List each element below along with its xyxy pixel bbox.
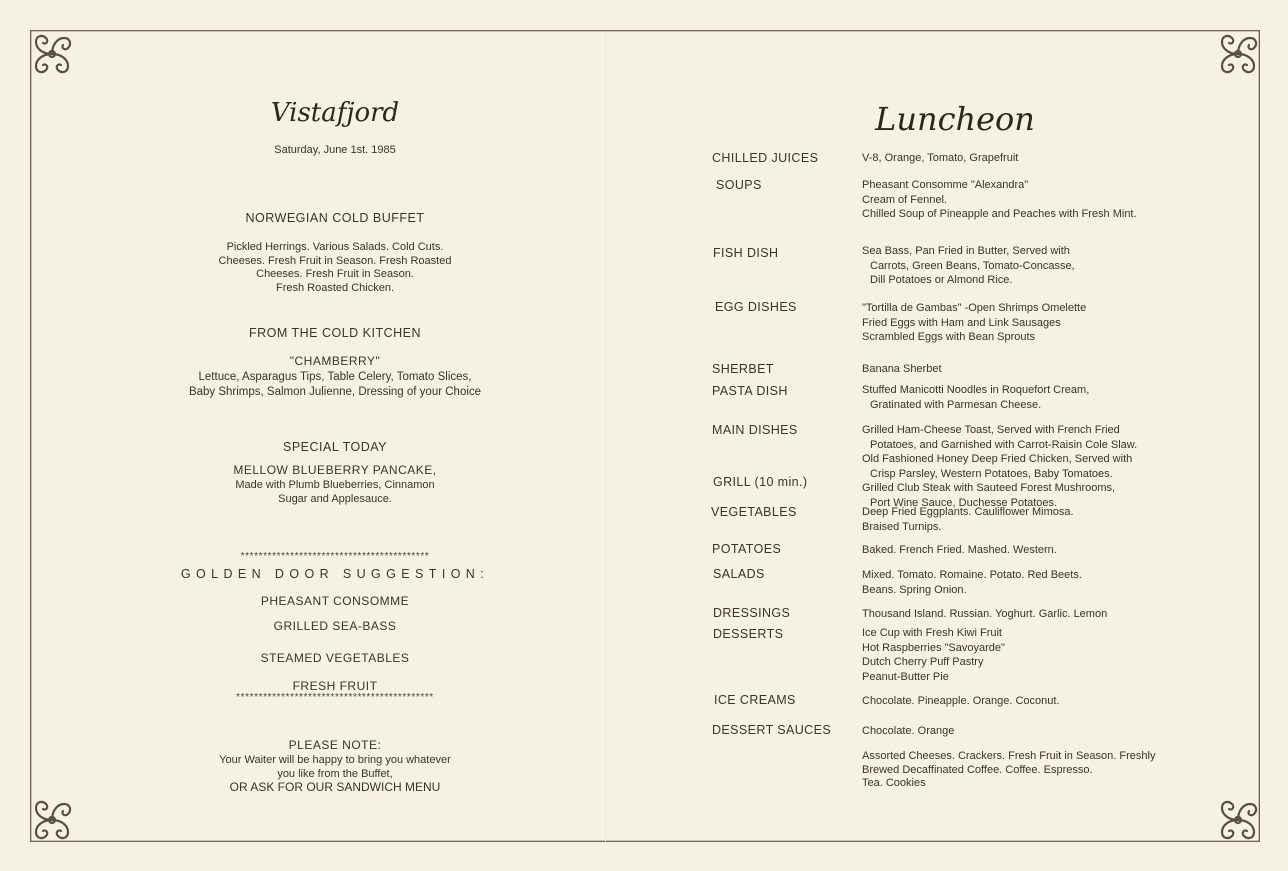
category-items: Grilled Ham-Cheese Toast, Served with French Fried Potatoes, and Garnished with Carrot-Raisin Cole Slaw. Old Fashioned Honey Deep Fried Chicken, Served with Crisp Parsley, Western Potatoes, Baby Tomatoes. Grilled Club Steak with Sauteed Forest Mushrooms, Port Wine Sauce, Duchesse Potatoes. <box>862 424 1138 509</box>
category-items: Banana Sherbet <box>862 363 942 375</box>
star-divider-bottom: ******************************************** <box>236 692 434 703</box>
category-items: Stuffed Manicotti Noodles in Roquefort Cream, Gratinated with Parmesan Cheese. <box>862 384 1090 411</box>
category-label: ICE CREAMS <box>714 693 796 707</box>
note-heading: PLEASE NOTE: <box>288 738 382 752</box>
ship-name: Vistafjord <box>270 98 400 128</box>
section-heading-special: SPECIAL TODAY <box>283 440 387 454</box>
category-items: "Tortilla de Gambas" -Open Shrimps Omelette Fried Eggs with Ham and Link Sausages Scrambled Eggs with Bean Sprouts <box>862 302 1087 343</box>
meal-title: Luncheon <box>875 100 1035 138</box>
closing-items: Assorted Cheeses. Crackers. Fresh Fruit in Season. Freshly Brewed Decaffinated Coffee. Coffee. Espresso. Tea. Cookies <box>862 750 1156 789</box>
section-text-special: Made with Plumb Blueberries, Cinnamon Sugar and Applesauce. <box>235 479 435 505</box>
category-items: Ice Cup with Fresh Kiwi Fruit Hot Raspberries "Savoyarde" Dutch Cherry Puff Pastry Peanut-Butter Pie <box>862 627 1005 683</box>
section-text-cold-buffet: Pickled Herrings. Various Salads. Cold Cuts. Cheeses. Fresh Fruit in Season. Fresh Roasted Cheeses. Fresh Fruit in Season. Fresh Roasted Chicken. <box>218 241 452 294</box>
category-label: GRILL (10 min.) <box>713 475 808 489</box>
suggestion-item: STEAMED VEGETABLES <box>260 651 410 665</box>
center-fold <box>605 34 606 842</box>
category-label: PASTA DISH <box>712 384 788 398</box>
golden-door-heading: GOLDEN DOOR SUGGESTION: <box>180 567 490 581</box>
category-label: DRESSINGS <box>713 606 791 620</box>
note-text: Your Waiter will be happy to bring you whatever you like from the Buffet, OR ASK FOR OUR SANDWICH MENU <box>219 754 451 794</box>
section-subheading-cold-kitchen: "CHAMBERRY" <box>289 354 381 368</box>
scroll-flourish-icon <box>22 790 82 850</box>
category-label: POTATOES <box>712 542 782 556</box>
category-label: SOUPS <box>716 178 762 192</box>
category-label: DESSERTS <box>713 627 784 641</box>
category-label: EGG DISHES <box>715 300 797 314</box>
category-items: Chocolate. Orange <box>862 725 955 737</box>
category-items: Chocolate. Pineapple. Orange. Coconut. <box>862 695 1060 707</box>
category-label: SHERBET <box>712 362 774 376</box>
category-items: Deep Fried Eggplants. Cauliflower Mimosa. Braised Turnips. <box>862 506 1074 533</box>
suggestion-item: FRESH FRUIT <box>292 679 378 693</box>
category-items: Pheasant Consomme "Alexandra" Cream of Fennel. Chilled Soup of Pineapple and Peaches with Fresh Mint. <box>862 179 1137 220</box>
menu-date: Saturday, June 1st. 1985 <box>274 144 396 156</box>
category-label: CHILLED JUICES <box>712 151 819 165</box>
category-label: MAIN DISHES <box>712 423 798 437</box>
category-items: Sea Bass, Pan Fried in Butter, Served with Carrots, Green Beans, Tomato-Concasse, Dill Potatoes or Almond Rice. <box>862 245 1075 286</box>
category-label: FISH DISH <box>713 246 779 260</box>
category-items: V-8, Orange, Tomato, Grapefruit <box>862 152 1019 164</box>
section-heading-cold-buffet: NORWEGIAN COLD BUFFET <box>245 211 425 225</box>
category-items: Mixed. Tomato. Romaine. Potato. Red Beets. Beans. Spring Onion. <box>862 569 1082 596</box>
suggestion-item: GRILLED SEA-BASS <box>273 619 397 633</box>
category-items: Thousand Island. Russian. Yoghurt. Garlic. Lemon <box>862 608 1108 620</box>
scroll-flourish-icon <box>22 24 82 84</box>
category-label: VEGETABLES <box>711 505 797 519</box>
section-heading-cold-kitchen: FROM THE COLD KITCHEN <box>248 326 422 340</box>
scroll-flourish-icon <box>1208 24 1268 84</box>
section-subheading-special: MELLOW BLUEBERRY PANCAKE, <box>233 463 437 477</box>
suggestion-item: PHEASANT CONSOMME <box>260 594 410 608</box>
category-label: DESSERT SAUCES <box>712 723 832 737</box>
section-text-cold-kitchen: Lettuce, Asparagus Tips, Table Celery, Tomato Slices, Baby Shrimps, Salmon Julienne, Dressing of your Choice <box>188 371 482 398</box>
scroll-flourish-icon <box>1208 790 1268 850</box>
category-label: SALADS <box>713 567 765 581</box>
category-items: Baked. French Fried. Mashed. Western. <box>862 544 1057 556</box>
star-divider-top: ****************************************** <box>240 551 430 562</box>
